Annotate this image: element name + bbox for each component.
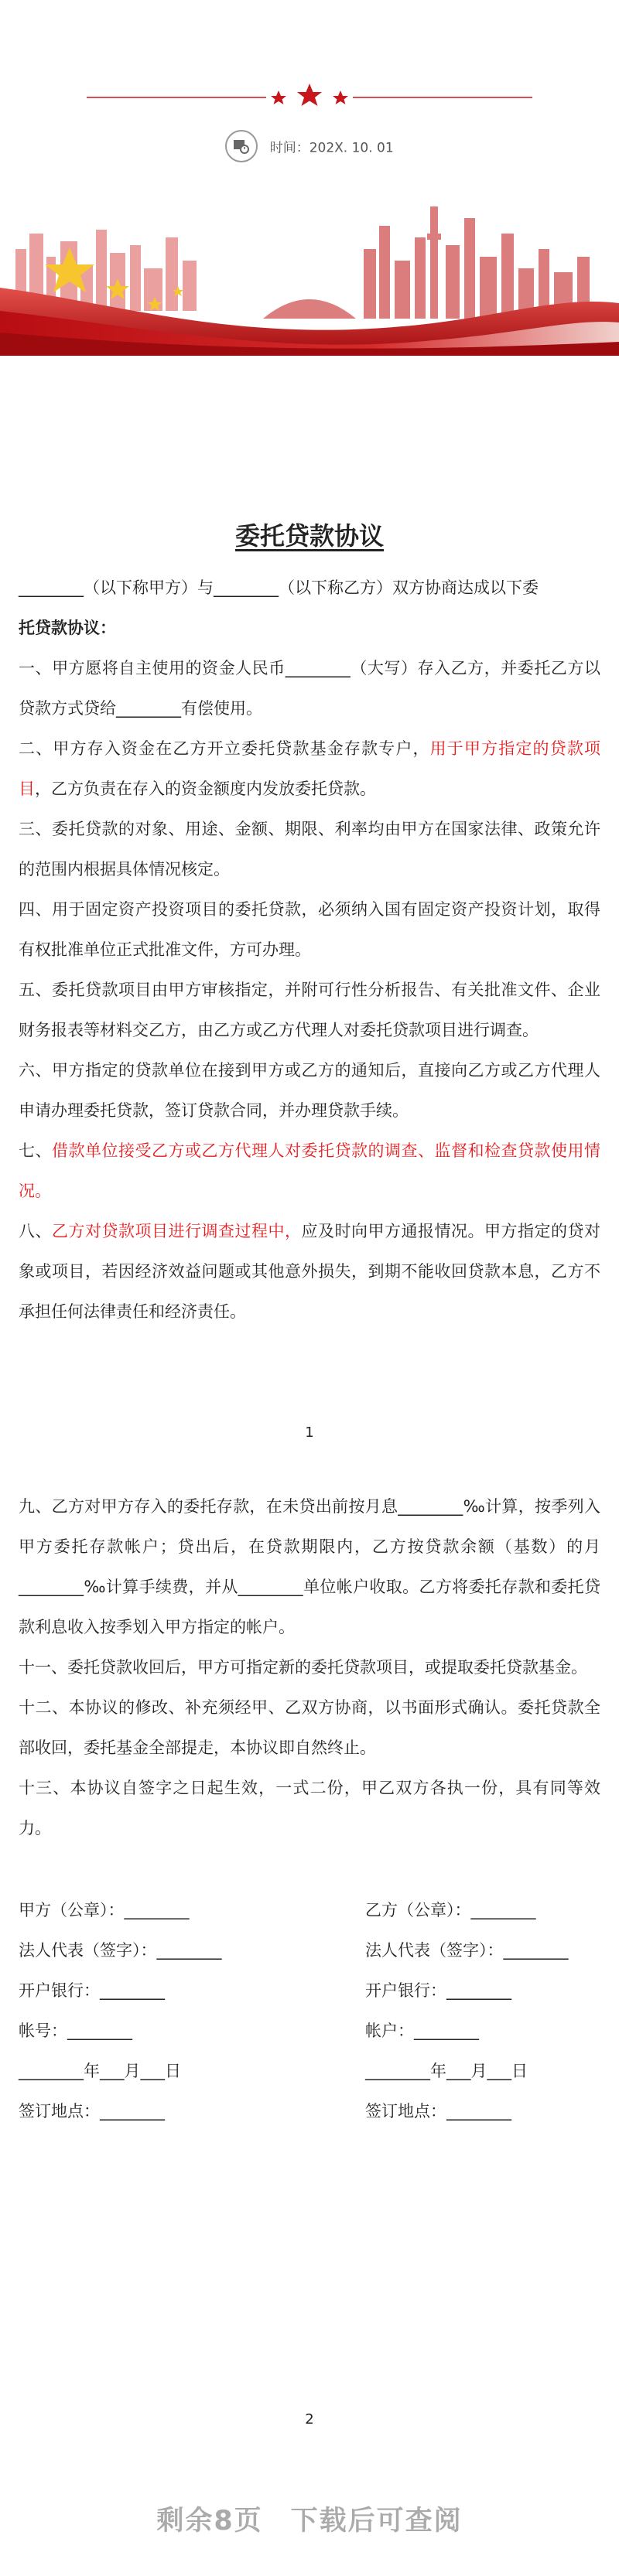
party-b-bank: 开户银行：________ bbox=[365, 1981, 511, 2000]
clause-7: 七、借款单位接受乙方或乙方代理人对委托贷款的调查、监督和检查贷款使用情况。 bbox=[19, 1141, 600, 1200]
intro-heading: 托贷款协议： bbox=[19, 619, 116, 637]
party-b-rep: 法人代表（签字）：________ bbox=[365, 1941, 569, 1960]
star-icon bbox=[333, 90, 348, 104]
party-b-account: 帐户：________ bbox=[365, 2022, 479, 2040]
clause-6: 六、甲方指定的贷款单位在接到甲方或乙方的通知后，直接向乙方或乙方代理人申请办理委托贷款，签订贷款合同，并办理贷款手续。 bbox=[19, 1061, 600, 1120]
party-b-seal: 乙方（公章）：________ bbox=[365, 1901, 536, 1919]
clause-3: 三、委托贷款的对象、用途、金额、期限、利率均由甲方在国家法律、政策允许的范围内根据具体情况核定。 bbox=[19, 820, 600, 879]
clause-5: 五、委托贷款项目由甲方审核指定，并附可行性分析报告、有关批准文件、企业财务报表等材料交乙方，由乙方或乙方代理人对委托贷款项目进行调查。 bbox=[19, 981, 600, 1039]
download-to-view-text[interactable]: 下载后可查阅 bbox=[290, 2506, 463, 2537]
document-title: 委托贷款协议 bbox=[234, 521, 384, 551]
clause-2: 二、甲方存入资金在乙方开立委托贷款基金存款专户，用于甲方指定的贷款项目，乙方负责在存入的资金额度内发放委托贷款。 bbox=[19, 739, 601, 798]
party-a-place: 签订地点：________ bbox=[19, 2102, 165, 2121]
agreement-page-1 bbox=[19, 568, 600, 1332]
party-b-place: 签订地点：________ bbox=[365, 2102, 511, 2121]
clause-4: 四、用于固定资产投资项目的委托贷款，必须纳入国有固定资产投资计划，取得有权批准单位正式批准文件，方可办理。 bbox=[19, 900, 600, 959]
download-prompt[interactable] bbox=[0, 2499, 619, 2538]
header-stars-divider bbox=[0, 0, 619, 124]
clause-8-highlight: 乙方对贷款项目进行调查过程中， bbox=[52, 1222, 302, 1240]
clause-12: 十二、本协议的修改、补充须经甲、乙双方协商，以书面形式确认。委托贷款全部收回，委托基金全部提走，本协议即自然终止。 bbox=[19, 1698, 600, 1757]
party-a-bank: 开户银行：________ bbox=[19, 1981, 165, 2000]
party-a-rep: 法人代表（签字）：________ bbox=[19, 1941, 222, 1960]
clause-9: 九、乙方对甲方存入的委托存款，在未贷出前按月息________‰计算，按季列入甲方委托存款帐户；贷出后，在贷款期限内，乙方按贷款余额（基数）的月________‰计算手续费，并从________单位帐户收取。乙方将委托存款和委托贷款利息收入按季划入甲方指定的帐户。 bbox=[19, 1497, 600, 1636]
clause-8: 八、乙方对贷款项目进行调查过程中，应及时向甲方通报情况。甲方指定的贷对象或项目，若因经济效益问题或其他意外损失，到期不能收回贷款本息，乙方不承担任何法律责任和经济责任。 bbox=[19, 1222, 600, 1321]
party-b-date: ________年___月___日 bbox=[365, 2062, 528, 2080]
calendar-clock-icon bbox=[225, 130, 258, 162]
date-text: 时间：202X. 10. 01 bbox=[269, 140, 394, 156]
party-a-seal: 甲方（公章）：________ bbox=[19, 1901, 190, 1919]
agreement-page-2 bbox=[19, 1486, 600, 1848]
remaining-pages-text: 剩余8页 bbox=[156, 2506, 263, 2537]
party-a-account: 帐号：________ bbox=[19, 2022, 132, 2040]
intro-line: ________（以下称甲方）与________（以下称乙方）双方协商达成以下委 bbox=[19, 578, 539, 597]
signature-block bbox=[19, 1890, 600, 2131]
clause-13: 十三、本协议自签字之日起生效，一式二份，甲乙双方各执一份，具有同等效力。 bbox=[19, 1779, 600, 1837]
date-row bbox=[0, 130, 619, 162]
star-icon bbox=[297, 84, 322, 106]
clause-2-highlight: 用于甲方指定的贷款项目 bbox=[19, 739, 601, 798]
city-skyline-banner bbox=[0, 203, 619, 356]
clause-1: 一、甲方愿将自主使用的资金人民币________（大写）存入乙方，并委托乙方以贷款方式贷给________有偿使用。 bbox=[19, 659, 600, 718]
page-number: 1 bbox=[305, 1424, 314, 1441]
page-number: 2 bbox=[305, 2411, 314, 2428]
clause-11: 十一、委托贷款收回后，甲方可指定新的委托贷款项目，或提取委托贷款基金。 bbox=[19, 1658, 587, 1677]
party-a-date: ________年___月___日 bbox=[19, 2062, 181, 2080]
clause-7-highlight: 借款单位接受乙方或乙方代理人对委托贷款的调查、监督和检查贷款使用情况。 bbox=[19, 1141, 600, 1200]
star-icon bbox=[271, 90, 286, 104]
